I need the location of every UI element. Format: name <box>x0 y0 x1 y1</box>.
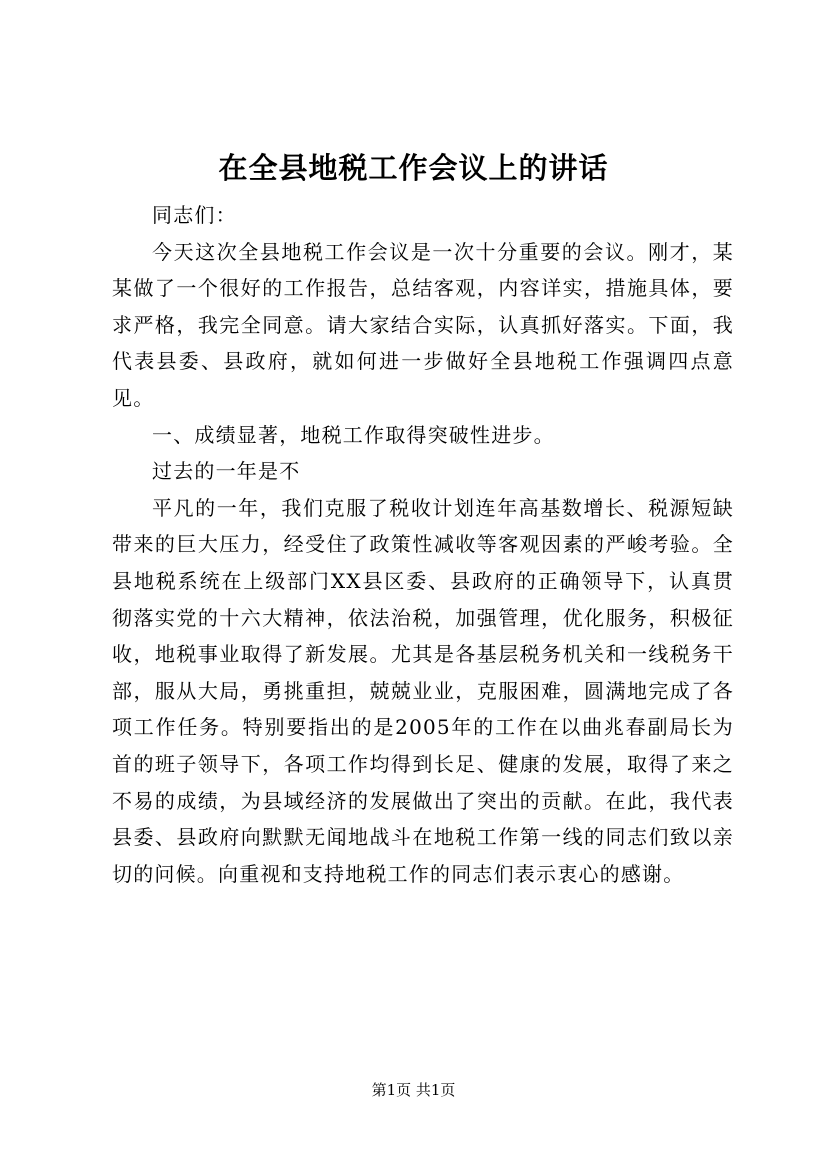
body-paragraph: 平凡的一年，我们克服了税收计划连年高基数增长、税源短缺带来的巨大压力，经受住了政策性减收等客观因素的严峻考验。全县地税系统在上级部门XX县区委、县政府的正确领导下，认真贯彻落实党的十六大精神，依法治税，加强管理，优化服务，积极征收，地税事业取得了新发展。尤其是各基层税务机关和一线税务干部，服从大局，勇挑重担，兢兢业业，克服困难，圆满地完成了各项工作任务。特别要指出的是2005年的工作在以曲兆春副局长为首的班子领导下，各项工作均得到长足、健康的发展，取得了来之不易的成绩，为县域经济的发展做出了突出的贡献。在此，我代表县委、县政府向默默无闻地战斗在地税工作第一线的同志们致以亲切的问候。向重视和支持地税工作的同志们表示衷心的感谢。 <box>112 495 734 886</box>
document-body <box>112 197 734 892</box>
salutation-paragraph: 同志们： <box>152 203 237 227</box>
intro-paragraph: 今天这次全县地税工作会议是一次十分重要的会议。刚才，某某做了一个很好的工作报告，总结客观，内容详实，措施具体，要求严格，我完全同意。请大家结合实际，认真抓好落实。下面，我代表县委、县政府，就如何进一步做好全县地税工作强调四点意见。 <box>112 239 734 410</box>
body-paragraph-fragment: 过去的一年是不 <box>152 459 301 484</box>
document-title: 在全县地税工作会议上的讲话 <box>218 151 609 185</box>
page-footer: 第1页 共1页 <box>371 1081 456 1099</box>
section-heading-1: 一、成绩显著，地税工作取得突破性进步。 <box>152 422 555 447</box>
